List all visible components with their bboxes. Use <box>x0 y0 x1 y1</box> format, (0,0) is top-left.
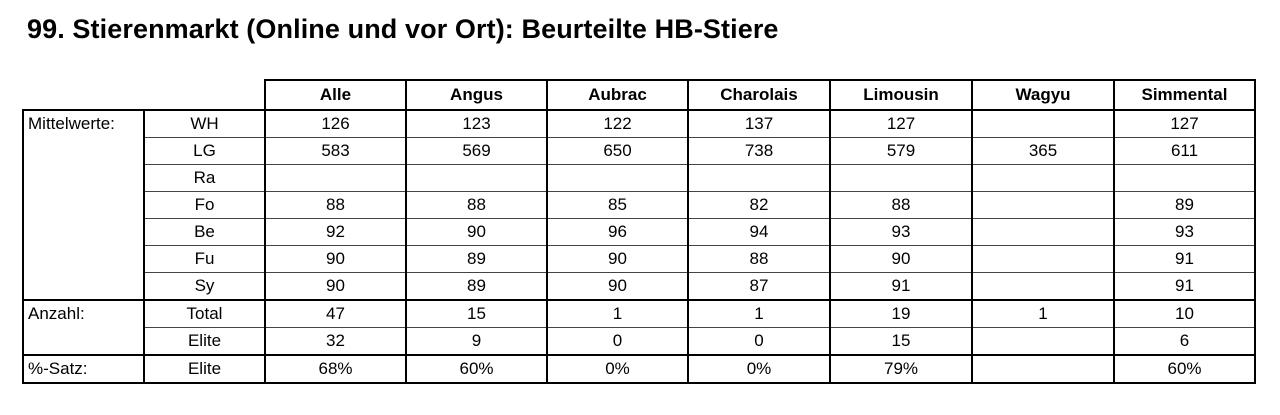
column-header-wagyu: Wagyu <box>972 80 1114 110</box>
table-cell: 10 <box>1114 300 1255 328</box>
table-cell <box>265 165 406 192</box>
table-row <box>23 246 1255 273</box>
table-cell: 0% <box>688 355 830 383</box>
table-cell: 89 <box>1114 192 1255 219</box>
column-header-angus: Angus <box>406 80 547 110</box>
table-cell <box>972 192 1114 219</box>
results-table <box>22 79 1256 384</box>
column-header-alle: Alle <box>265 80 406 110</box>
table-cell: 650 <box>547 138 688 165</box>
table-cell: 89 <box>406 273 547 301</box>
table-cell: 94 <box>688 219 830 246</box>
table-cell <box>972 273 1114 301</box>
table-row <box>23 110 1255 138</box>
table-cell <box>830 165 972 192</box>
table-cell: 0% <box>547 355 688 383</box>
header-row <box>23 80 1255 110</box>
table-cell: 90 <box>547 273 688 301</box>
table-row <box>23 328 1255 356</box>
table-cell: 15 <box>406 300 547 328</box>
table-cell: 88 <box>830 192 972 219</box>
table-cell <box>1114 165 1255 192</box>
table-row <box>23 192 1255 219</box>
table-cell <box>547 165 688 192</box>
table-cell <box>972 219 1114 246</box>
table-cell: 90 <box>830 246 972 273</box>
table-row <box>23 138 1255 165</box>
table-row <box>23 165 1255 192</box>
table-cell: 93 <box>1114 219 1255 246</box>
table-cell: 611 <box>1114 138 1255 165</box>
table-cell: 96 <box>547 219 688 246</box>
column-header-charolais: Charolais <box>688 80 830 110</box>
table-cell: 127 <box>1114 110 1255 138</box>
table-cell <box>972 355 1114 383</box>
row-key: Be <box>144 219 265 246</box>
row-key: Total <box>144 300 265 328</box>
table-cell: 1 <box>547 300 688 328</box>
table-cell: 90 <box>406 219 547 246</box>
table-cell: 90 <box>265 273 406 301</box>
table-cell: 0 <box>688 328 830 356</box>
table-row <box>23 273 1255 301</box>
table-cell: 126 <box>265 110 406 138</box>
row-key: Elite <box>144 355 265 383</box>
table-cell: 127 <box>830 110 972 138</box>
table-cell: 60% <box>406 355 547 383</box>
table-cell: 9 <box>406 328 547 356</box>
table-cell <box>972 165 1114 192</box>
row-key: Ra <box>144 165 265 192</box>
table-cell <box>688 165 830 192</box>
table-cell: 32 <box>265 328 406 356</box>
row-key: Elite <box>144 328 265 356</box>
table-cell: 1 <box>688 300 830 328</box>
table-cell <box>972 110 1114 138</box>
table-cell <box>406 165 547 192</box>
table-cell: 92 <box>265 219 406 246</box>
table-cell: 82 <box>688 192 830 219</box>
table-cell: 579 <box>830 138 972 165</box>
table-cell <box>972 246 1114 273</box>
group-label-anzahl: Anzahl: <box>23 300 144 355</box>
table-cell: 583 <box>265 138 406 165</box>
table-cell: 60% <box>1114 355 1255 383</box>
table-cell: 90 <box>547 246 688 273</box>
table-cell: 93 <box>830 219 972 246</box>
table-cell: 88 <box>688 246 830 273</box>
table-cell: 123 <box>406 110 547 138</box>
table-cell: 91 <box>830 273 972 301</box>
table-cell: 15 <box>830 328 972 356</box>
table-cell: 122 <box>547 110 688 138</box>
table-cell: 91 <box>1114 246 1255 273</box>
table-cell: 47 <box>265 300 406 328</box>
table-cell: 738 <box>688 138 830 165</box>
row-key: Fo <box>144 192 265 219</box>
table-row <box>23 300 1255 328</box>
table-cell: 90 <box>265 246 406 273</box>
table-row <box>23 219 1255 246</box>
row-key: LG <box>144 138 265 165</box>
row-key: WH <box>144 110 265 138</box>
row-key: Sy <box>144 273 265 301</box>
table-cell: 91 <box>1114 273 1255 301</box>
table-cell: 19 <box>830 300 972 328</box>
column-header-simmental: Simmental <box>1114 80 1255 110</box>
table-cell: 88 <box>265 192 406 219</box>
table-cell: 87 <box>688 273 830 301</box>
page-title: 99. Stierenmarkt (Online und vor Ort): Beurteilte HB-Stiere <box>27 14 779 44</box>
table-cell: 0 <box>547 328 688 356</box>
table-cell: 365 <box>972 138 1114 165</box>
table-cell: 85 <box>547 192 688 219</box>
group-label-mittelwerte: Mittelwerte: <box>23 110 144 300</box>
table-row <box>23 355 1255 383</box>
column-header-limousin: Limousin <box>830 80 972 110</box>
row-key: Fu <box>144 246 265 273</box>
table-cell: 6 <box>1114 328 1255 356</box>
table-cell: 79% <box>830 355 972 383</box>
table-cell: 89 <box>406 246 547 273</box>
column-header-aubrac: Aubrac <box>547 80 688 110</box>
header-blank <box>23 80 144 110</box>
header-blank <box>144 80 265 110</box>
table-cell: 68% <box>265 355 406 383</box>
table-cell <box>972 328 1114 356</box>
table-cell: 569 <box>406 138 547 165</box>
table-cell: 1 <box>972 300 1114 328</box>
group-label-prozentsatz: %-Satz: <box>23 355 144 383</box>
table-cell: 137 <box>688 110 830 138</box>
table-cell: 88 <box>406 192 547 219</box>
